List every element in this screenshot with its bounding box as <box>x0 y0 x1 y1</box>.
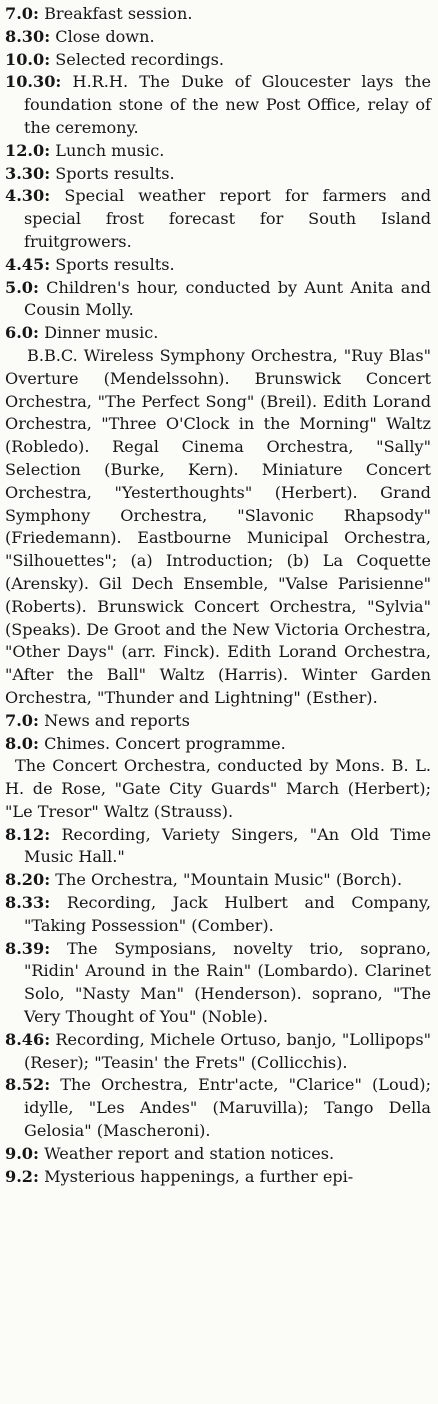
entry-text: Children's hour, conducted by Aunt Anita and Cousin Molly. <box>24 277 431 320</box>
entry-text: Mysterious happenings, a further epi- <box>44 1166 354 1186</box>
entry-time: 4.30: <box>5 186 51 206</box>
programme-entry <box>5 1166 431 1189</box>
programme-entry <box>5 710 431 733</box>
entry-time: 8.30: <box>5 26 51 46</box>
entry-time: 8.39: <box>5 938 51 958</box>
entry-time: 8.52: <box>5 1075 51 1095</box>
programme-entry <box>5 869 431 892</box>
entry-text: News and reports <box>44 710 190 730</box>
programme-entry <box>5 1143 431 1166</box>
entry-text: Recording, Jack Hulbert and Company, "Taking Possession" (Comber). <box>24 893 432 935</box>
programme-entry <box>5 140 431 163</box>
entry-time: 12.0: <box>5 140 51 160</box>
entry-time: 7.0: <box>5 710 39 730</box>
programme-entry <box>5 163 431 186</box>
dinner-music-paragraph: B.B.C. Wireless Symphony Orchestra, "Ruy Blas" Overture (Mendelssohn). Brunswick Concert Orchestra, "The Perfect Song" (Breil). Edith Lorand Orchestra, "Three O'Clock in the Morning" Waltz (Robledo). Regal Cinema Orchestra, "Sally" Selection (Burke, Kern). Miniature Concert Orchestra, "Yesterthoughts" (Herbert). Grand Symphony Orchestra, "Slavonic Rhapsody" (Friedemann). Eastbourne Municipal Orchestra, "Silhouettes"; (a) Introduction; (b) La Coquette (Arensky). Gil Dech Ensemble, "Valse Parisienne" (Roberts). Brunswick Concert Orchestra, "Sylvia" (Speaks). De Groot and the New Victoria Orchestra, "Other Days" (arr. Finck). Edith Lorand Orchestra, "After the Ball" Waltz (Harris). Winter Garden Orchestra, "Thunder and Lightning" (Esther). <box>5 345 431 707</box>
programme-entry <box>5 938 431 1029</box>
programme-entry <box>5 26 431 49</box>
entry-time: 10.30: <box>5 72 62 92</box>
entry-time: 8.12: <box>5 824 51 844</box>
programme-entry <box>5 254 431 277</box>
entry-time: 8.46: <box>5 1029 51 1049</box>
programme-entry <box>5 322 431 345</box>
entry-time: 5.0: <box>5 277 39 297</box>
entry-time: 9.0: <box>5 1143 39 1163</box>
entry-text: Weather report and station notices. <box>44 1143 335 1163</box>
programme-entry <box>5 71 431 139</box>
entry-time: 7.0: <box>5 4 39 23</box>
entry-text: Breakfast session. <box>44 4 193 23</box>
entry-text: Selected recordings. <box>55 49 225 69</box>
entry-text: The Orchestra, "Mountain Music" (Borch). <box>55 870 403 890</box>
entry-time: 4.45: <box>5 254 51 274</box>
entry-text: Dinner music. <box>44 323 159 343</box>
entry-text: H.R.H. The Duke of Gloucester lays the foundation stone of the new Post Office, relay of the ceremony. <box>24 72 431 137</box>
entry-time: 8.0: <box>5 733 39 753</box>
entry-time: 6.0: <box>5 323 39 343</box>
programme-entry <box>5 49 431 72</box>
entry-text: Recording, Michele Ortuso, banjo, "Lollipops" (Reser); "Teasin' the Frets" (Collicchis). <box>24 1029 431 1072</box>
entry-time: 8.33: <box>5 893 51 913</box>
entry-text: Sports results. <box>55 163 175 183</box>
entry-time: 8.20: <box>5 870 51 890</box>
programme-entry <box>5 892 431 938</box>
entry-text: Close down. <box>55 26 155 46</box>
entry-text: Special weather report for farmers and special frost forecast for South Island fruitgrowers. <box>24 186 431 251</box>
entry-text: Sports results. <box>55 254 175 274</box>
entry-text: Lunch music. <box>55 140 165 160</box>
entry-text: The Orchestra, Entr'acte, "Clarice" (Loud); idylle, "Les Andes" (Maruvilla); Tango Della Gelosia" (Mascheroni). <box>24 1075 432 1141</box>
entry-time: 9.2: <box>5 1166 39 1186</box>
programme-entry <box>5 3 431 26</box>
radio-programme-listing <box>5 3 431 1188</box>
entry-time: 3.30: <box>5 163 51 183</box>
programme-entry <box>5 1074 431 1142</box>
entry-text: Chimes. Concert programme. <box>44 733 286 753</box>
programme-entry <box>5 733 431 756</box>
entry-time: 10.0: <box>5 49 51 69</box>
entry-text: Recording, Variety Singers, "An Old Time Music Hall." <box>24 824 431 867</box>
concert-programme-paragraph: The Concert Orchestra, conducted by Mons. B. L. H. de Rose, "Gate City Guards" March (Herbert); "Le Tresor" Waltz (Strauss). <box>5 756 431 821</box>
programme-entry <box>5 1029 431 1075</box>
programme-entry <box>5 277 431 323</box>
programme-entry <box>5 185 431 253</box>
programme-entry <box>5 824 431 870</box>
entry-text: The Symposians, novelty trio, soprano, "Ridin' Around in the Rain" (Lombardo). Clarinet Solo, "Nasty Man" (Henderson). soprano, "The Very Thought of You" (Noble). <box>24 938 431 1027</box>
